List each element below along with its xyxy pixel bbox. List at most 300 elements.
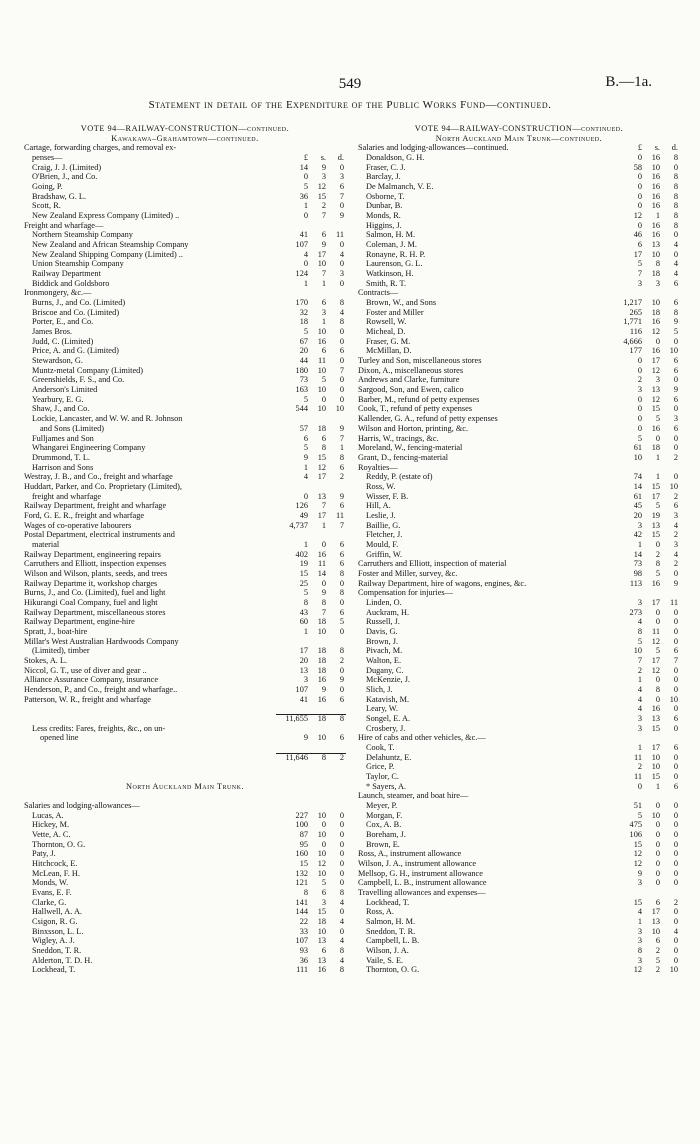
pence-value: 0 bbox=[339, 907, 344, 917]
shillings-value: 5 bbox=[321, 878, 326, 888]
row-label: Salaries and lodging-allowances—continued. bbox=[358, 143, 509, 153]
row-label: Csigon, R. G. bbox=[32, 917, 78, 927]
pounds-value: 20 bbox=[299, 346, 308, 356]
pence-value: 0 bbox=[673, 810, 678, 820]
row-label: Porter, E., and Co. bbox=[32, 317, 94, 327]
shillings-value: 15 bbox=[317, 452, 326, 462]
group-row bbox=[358, 443, 680, 453]
pence-value: 6 bbox=[339, 559, 344, 569]
shillings-value: 8 bbox=[655, 684, 660, 694]
pounds-value: 3 bbox=[637, 713, 642, 723]
entry-row bbox=[24, 385, 346, 395]
row-label: Taylor, C. bbox=[366, 772, 399, 782]
pence-value: 4 bbox=[339, 936, 344, 946]
pence-value: 4 bbox=[673, 240, 678, 250]
entry-row bbox=[358, 685, 680, 695]
pounds-value: 107 bbox=[295, 684, 308, 694]
pence-value: 6 bbox=[339, 607, 344, 617]
row-label: Cox, A. B. bbox=[366, 820, 402, 830]
pounds-value: 0 bbox=[637, 201, 642, 211]
entry-row bbox=[24, 965, 346, 975]
pounds-value: 57 bbox=[299, 423, 308, 433]
pence-value: 5 bbox=[339, 617, 344, 627]
entry-row bbox=[358, 714, 680, 724]
entry-row bbox=[358, 627, 680, 637]
pounds-value: 2 bbox=[637, 375, 642, 385]
shillings-value: 15 bbox=[651, 481, 660, 491]
pounds-value: 61 bbox=[633, 491, 642, 501]
pence-value: 0 bbox=[673, 375, 678, 385]
row-label: Mellsop, G. H., instrument allowance bbox=[358, 868, 483, 878]
row-label: Railway Department, miscellaneous stores bbox=[24, 607, 166, 617]
pence-value: 3 bbox=[339, 269, 344, 279]
row-label: Hikurangi Coal Company, fuel and light bbox=[24, 597, 158, 607]
row-label: Sneddon, T. R. bbox=[366, 926, 416, 936]
pence-value: 0 bbox=[673, 249, 678, 259]
row-label: Cook, T. bbox=[366, 743, 395, 752]
row-label: Railway Department, engineering repairs bbox=[24, 549, 161, 559]
shillings-value: 10 bbox=[317, 830, 326, 840]
group-row bbox=[24, 656, 346, 666]
group-row bbox=[358, 859, 680, 869]
row-label: Ronayne, R. H. P. bbox=[366, 249, 426, 259]
pounds-value: 5 bbox=[303, 182, 308, 192]
shillings-value: 2 bbox=[321, 201, 326, 211]
pence-value: 8 bbox=[339, 588, 344, 598]
group-row bbox=[24, 288, 346, 298]
pounds-value: 1 bbox=[637, 917, 642, 927]
pence-value: 10 bbox=[669, 694, 678, 704]
shillings-value: 15 bbox=[317, 191, 326, 201]
shillings-value: 18 bbox=[317, 646, 326, 656]
row-label: Griffin, W. bbox=[366, 549, 403, 559]
row-label: Fulljames and Son bbox=[32, 433, 94, 443]
entry-row bbox=[24, 375, 346, 385]
pounds-value: 4 bbox=[303, 472, 308, 482]
entry-row bbox=[24, 192, 346, 202]
row-label: Drummond, T. L. bbox=[32, 452, 90, 462]
row-label: Salmon, H. M. bbox=[366, 230, 416, 240]
row-label: Leslie, J. bbox=[366, 510, 396, 520]
group-row bbox=[24, 695, 346, 705]
pounds-value: 0 bbox=[637, 172, 642, 182]
shillings-value: 12 bbox=[317, 859, 326, 869]
row-label: Pivach, M. bbox=[366, 646, 403, 656]
entry-row bbox=[24, 646, 346, 656]
pounds-value: 1 bbox=[637, 743, 642, 752]
pounds-value: £ bbox=[637, 143, 642, 153]
group-row bbox=[24, 530, 346, 540]
pounds-value: 5 bbox=[303, 443, 308, 453]
pounds-value: 44 bbox=[299, 356, 308, 366]
row-label: Leary, W. bbox=[366, 704, 398, 714]
entry-row bbox=[358, 743, 680, 753]
pounds-value: 1 bbox=[303, 278, 308, 288]
group-row bbox=[358, 434, 680, 444]
pence-value: 6 bbox=[673, 646, 678, 656]
pence-value: 0 bbox=[673, 917, 678, 927]
row-label: Coleman, J. M. bbox=[366, 240, 417, 250]
row-label: Wilson and Horton, printing, &c. bbox=[358, 423, 469, 433]
pence-value: 0 bbox=[673, 443, 678, 453]
shillings-value: 1 bbox=[321, 520, 326, 530]
row-label: Micheal, D. bbox=[366, 327, 406, 337]
shillings-value: 6 bbox=[321, 346, 326, 356]
pounds-value: 3 bbox=[637, 278, 642, 288]
row-label: Higgins, J. bbox=[366, 220, 402, 230]
entry-row bbox=[24, 201, 346, 211]
row-label: Fraser, C. J. bbox=[366, 162, 406, 172]
entry-row bbox=[358, 192, 680, 202]
entry-row bbox=[358, 530, 680, 540]
pence-value: 7 bbox=[339, 191, 344, 201]
pounds-value: 0 bbox=[637, 356, 642, 366]
pence-value: 6 bbox=[673, 298, 678, 308]
row-label: Wilson, J. A. bbox=[366, 946, 409, 956]
pounds-value: 17 bbox=[299, 646, 308, 656]
pounds-value: 126 bbox=[295, 501, 308, 511]
shillings-value: 16 bbox=[651, 220, 660, 230]
pounds-value: 160 bbox=[295, 849, 308, 859]
shillings-value: 0 bbox=[655, 694, 660, 704]
pence-value: 0 bbox=[673, 723, 678, 733]
row-label: Postal Department, electrical instruments and bbox=[24, 530, 175, 540]
entry-row bbox=[358, 521, 680, 531]
shillings-value: 15 bbox=[651, 772, 660, 782]
shillings-value: 0 bbox=[655, 675, 660, 685]
pounds-value: 116 bbox=[629, 327, 642, 337]
group-row bbox=[24, 588, 346, 598]
pounds-value: 1 bbox=[303, 539, 308, 549]
pounds-value: 1 bbox=[303, 201, 308, 211]
pence-value: 6 bbox=[673, 394, 678, 404]
pounds-value: 22 bbox=[299, 917, 308, 927]
row-label: freight and wharfage bbox=[32, 491, 102, 501]
pence-value: 0 bbox=[673, 336, 678, 346]
pence-value: 10 bbox=[669, 346, 678, 356]
shillings-value: 16 bbox=[317, 694, 326, 704]
pence-value: 4 bbox=[673, 926, 678, 936]
pence-value: 0 bbox=[673, 907, 678, 917]
pounds-value: 43 bbox=[299, 607, 308, 617]
pence-value: 0 bbox=[673, 752, 678, 762]
row-label: Cartage, forwarding charges, and removal ex- bbox=[24, 143, 177, 153]
group-row bbox=[358, 791, 680, 801]
pounds-value: 12 bbox=[633, 211, 642, 221]
row-label: Russell, J. bbox=[366, 617, 400, 627]
shillings-value: 15 bbox=[651, 723, 660, 733]
pounds-value: 4 bbox=[637, 907, 642, 917]
group-row bbox=[24, 511, 346, 521]
row-label: VOTE 94—RAILWAY-CONSTRUCTION—continued. bbox=[414, 124, 624, 133]
row-label: Railway Department bbox=[32, 269, 101, 279]
shillings-value: 5 bbox=[321, 375, 326, 385]
shillings-value: 0 bbox=[655, 607, 660, 617]
shillings-value: 12 bbox=[651, 394, 660, 404]
shillings-value: 17 bbox=[651, 655, 660, 665]
shillings-value: 10 bbox=[317, 626, 326, 636]
pence-value: 0 bbox=[673, 801, 678, 811]
group-row bbox=[358, 588, 680, 598]
pounds-value: 73 bbox=[633, 559, 642, 569]
pounds-value: 32 bbox=[299, 307, 308, 317]
entry-row bbox=[358, 201, 680, 211]
shillings-value: 10 bbox=[317, 810, 326, 820]
row-label: McMillan, D. bbox=[366, 346, 412, 356]
pence-value: 7 bbox=[339, 433, 344, 443]
shillings-value: 18 bbox=[651, 269, 660, 279]
pence-value: 6 bbox=[673, 781, 678, 791]
entry-row bbox=[24, 443, 346, 453]
pence-value: 9 bbox=[673, 578, 678, 588]
entry-row bbox=[358, 250, 680, 260]
entry-row bbox=[358, 830, 680, 840]
group-row bbox=[24, 559, 346, 569]
pence-value: 8 bbox=[339, 452, 344, 462]
row-label: Davis, G. bbox=[366, 626, 398, 636]
entry-row bbox=[24, 946, 346, 956]
group-row bbox=[358, 404, 680, 414]
shillings-value: 8 bbox=[321, 752, 326, 762]
entry-row bbox=[24, 153, 346, 163]
row-label: Wisser, F. B. bbox=[366, 491, 409, 501]
pence-value: 0 bbox=[339, 578, 344, 588]
pounds-value: 60 bbox=[299, 617, 308, 627]
row-label: Thornton, O. G. bbox=[32, 839, 86, 849]
pence-value: 0 bbox=[673, 162, 678, 172]
pounds-value: 14 bbox=[633, 481, 642, 491]
entry-row bbox=[24, 240, 346, 250]
shillings-value: 6 bbox=[321, 946, 326, 956]
shillings-value: 18 bbox=[651, 443, 660, 453]
pence-value: 0 bbox=[339, 839, 344, 849]
group-row bbox=[358, 559, 680, 569]
pounds-value: 3 bbox=[637, 955, 642, 965]
pence-value: 0 bbox=[673, 859, 678, 869]
row-label: penses— bbox=[32, 153, 63, 163]
group-row bbox=[24, 221, 346, 231]
shillings-value: 0 bbox=[655, 878, 660, 888]
pounds-value: 3 bbox=[637, 926, 642, 936]
shillings-value: 12 bbox=[317, 182, 326, 192]
pence-value: 8 bbox=[339, 298, 344, 308]
pounds-value: 5 bbox=[303, 588, 308, 598]
shillings-value: 0 bbox=[321, 820, 326, 830]
shillings-value: 15 bbox=[651, 404, 660, 414]
pounds-value: 3 bbox=[637, 936, 642, 946]
entry-row bbox=[358, 704, 680, 714]
pounds-value: 73 bbox=[299, 375, 308, 385]
shillings-value: 12 bbox=[651, 636, 660, 646]
total-row bbox=[24, 714, 346, 724]
pence-value: 4 bbox=[673, 520, 678, 530]
pence-value: 8 bbox=[673, 182, 678, 192]
row-label: Briscoe and Co. (Limited) bbox=[32, 307, 120, 317]
pence-value: 6 bbox=[673, 501, 678, 511]
row-label: VOTE 94—RAILWAY-CONSTRUCTION—continued. bbox=[80, 124, 290, 133]
entry-row bbox=[24, 830, 346, 840]
pounds-value: 3 bbox=[637, 520, 642, 530]
total-row bbox=[24, 753, 346, 763]
shillings-value: 12 bbox=[651, 365, 660, 375]
group-row bbox=[358, 463, 680, 473]
entry-row bbox=[358, 617, 680, 627]
row-label: Henderson, P., and Co., freight and wharfage.. bbox=[24, 684, 178, 694]
entry-row bbox=[358, 811, 680, 821]
pence-value: 8 bbox=[339, 965, 344, 975]
row-label: Scott, R. bbox=[32, 201, 61, 211]
page-title: Statement in detail of the Expenditure of the Public Works Fund—continued. bbox=[148, 99, 552, 111]
row-label: Freight and wharfage— bbox=[24, 220, 104, 230]
row-label: Barber, M., refund of petty expenses bbox=[358, 394, 480, 404]
pounds-value: 8 bbox=[303, 888, 308, 898]
row-label: Vaile, S. E. bbox=[366, 955, 404, 965]
row-label: Delahuntz, E. bbox=[366, 752, 412, 762]
pence-value: d. bbox=[337, 153, 344, 163]
entry-row bbox=[24, 492, 346, 502]
shillings-value: 19 bbox=[651, 510, 660, 520]
group-row bbox=[358, 579, 680, 589]
shillings-value: 0 bbox=[655, 839, 660, 849]
pence-value: 0 bbox=[339, 859, 344, 869]
entry-row bbox=[24, 356, 346, 366]
row-label: Hitchcock, E. bbox=[32, 859, 78, 869]
shillings-value: 9 bbox=[321, 162, 326, 172]
pence-value: 9 bbox=[339, 211, 344, 221]
row-label: Brown, J. bbox=[366, 636, 399, 646]
group-row bbox=[24, 801, 346, 811]
row-label: Moreland, W., fencing-material bbox=[358, 443, 463, 453]
shillings-value: 7 bbox=[321, 607, 326, 617]
shillings-value: 10 bbox=[651, 249, 660, 259]
entry-row bbox=[24, 956, 346, 966]
pounds-value: 5 bbox=[637, 433, 642, 443]
shillings-value: 1 bbox=[321, 278, 326, 288]
blank-line bbox=[24, 743, 346, 753]
shillings-value: 8 bbox=[321, 443, 326, 453]
pence-value: 0 bbox=[339, 336, 344, 346]
pence-value: 8 bbox=[673, 307, 678, 317]
pence-value: 3 bbox=[673, 539, 678, 549]
pence-value: 0 bbox=[339, 665, 344, 675]
shillings-value: 18 bbox=[317, 713, 326, 723]
shillings-value: 14 bbox=[317, 568, 326, 578]
shillings-value: 12 bbox=[317, 462, 326, 472]
pounds-value: 12 bbox=[633, 965, 642, 975]
row-label: Railway Department, freight and wharfage bbox=[24, 501, 167, 511]
pence-value: 0 bbox=[339, 201, 344, 211]
entry-row bbox=[358, 598, 680, 608]
entry-row bbox=[24, 453, 346, 463]
pence-value: 3 bbox=[339, 172, 344, 182]
entry-row bbox=[24, 811, 346, 821]
pounds-value: 107 bbox=[295, 936, 308, 946]
row-label: Cook, T., refund of petty expenses bbox=[358, 404, 472, 414]
row-label: Hickey, M. bbox=[32, 820, 70, 830]
shillings-value: 0 bbox=[655, 820, 660, 830]
pounds-value: 0 bbox=[637, 414, 642, 424]
row-label: Travelling allowances and expenses— bbox=[358, 888, 486, 898]
entry-row bbox=[358, 472, 680, 482]
shillings-value: 15 bbox=[317, 907, 326, 917]
row-label: Stokes, A. L. bbox=[24, 655, 68, 665]
pence-value: 0 bbox=[673, 568, 678, 578]
pounds-value: 98 bbox=[633, 568, 642, 578]
pounds-value: 15 bbox=[299, 859, 308, 869]
pence-value: 6 bbox=[339, 182, 344, 192]
pounds-value: 15 bbox=[633, 897, 642, 907]
entry-row bbox=[358, 656, 680, 666]
entry-row bbox=[24, 888, 346, 898]
row-label: Huddart, Parker, and Co. Proprietary (Limited), bbox=[24, 481, 182, 491]
pounds-value: 2 bbox=[637, 762, 642, 772]
entry-row bbox=[358, 956, 680, 966]
section-heading bbox=[358, 134, 680, 144]
pence-value: 6 bbox=[673, 423, 678, 433]
group-row bbox=[24, 685, 346, 695]
shillings-value: 16 bbox=[651, 182, 660, 192]
pence-value: 11 bbox=[670, 597, 678, 607]
row-label: Union Steamship Company bbox=[32, 259, 124, 269]
pounds-value: 41 bbox=[299, 694, 308, 704]
pence-value: 4 bbox=[673, 269, 678, 279]
entry-row bbox=[24, 936, 346, 946]
pence-value: 0 bbox=[339, 278, 344, 288]
shillings-value: 17 bbox=[651, 356, 660, 366]
shillings-value: 1 bbox=[655, 781, 660, 791]
pounds-value: 33 bbox=[299, 926, 308, 936]
pence-value: 6 bbox=[339, 694, 344, 704]
row-label: Going, P. bbox=[32, 182, 63, 192]
pence-value: 0 bbox=[339, 926, 344, 936]
group-row bbox=[358, 424, 680, 434]
row-label: McLean, F. H. bbox=[32, 868, 80, 878]
pence-value: 0 bbox=[339, 162, 344, 172]
pounds-value: 544 bbox=[295, 404, 308, 414]
shillings-value: 17 bbox=[651, 597, 660, 607]
shillings-value: 16 bbox=[651, 578, 660, 588]
shillings-value: 10 bbox=[317, 849, 326, 859]
pounds-value: 4,737 bbox=[289, 520, 308, 530]
pounds-value: 0 bbox=[303, 259, 308, 269]
pounds-value: 0 bbox=[303, 211, 308, 221]
pence-value: 9 bbox=[339, 491, 344, 501]
row-label: Morgan, F. bbox=[366, 810, 403, 820]
pounds-value: 1,217 bbox=[623, 298, 642, 308]
pence-value: 2 bbox=[339, 472, 344, 482]
entry-row bbox=[358, 240, 680, 250]
pence-value: 0 bbox=[339, 385, 344, 395]
row-label: Vette, A. C. bbox=[32, 830, 71, 840]
entry-row bbox=[358, 946, 680, 956]
shillings-value: 16 bbox=[317, 549, 326, 559]
shillings-value: 0 bbox=[321, 539, 326, 549]
right-column bbox=[358, 124, 680, 975]
row-label: Turley and Son, miscellaneous stores bbox=[358, 356, 482, 366]
group-row bbox=[24, 675, 346, 685]
section-heading bbox=[24, 782, 346, 792]
pence-value: 9 bbox=[339, 423, 344, 433]
pence-value: 0 bbox=[339, 597, 344, 607]
row-label: Wages of co-operative labourers bbox=[24, 520, 132, 530]
shillings-value: 6 bbox=[321, 888, 326, 898]
pence-value: 2 bbox=[673, 530, 678, 540]
row-label: Evans, E. F. bbox=[32, 888, 72, 898]
entry-row bbox=[358, 675, 680, 685]
entry-row bbox=[24, 308, 346, 318]
row-label: Burns, J., and Co. (Limited) bbox=[32, 298, 126, 308]
entry-row bbox=[24, 463, 346, 473]
